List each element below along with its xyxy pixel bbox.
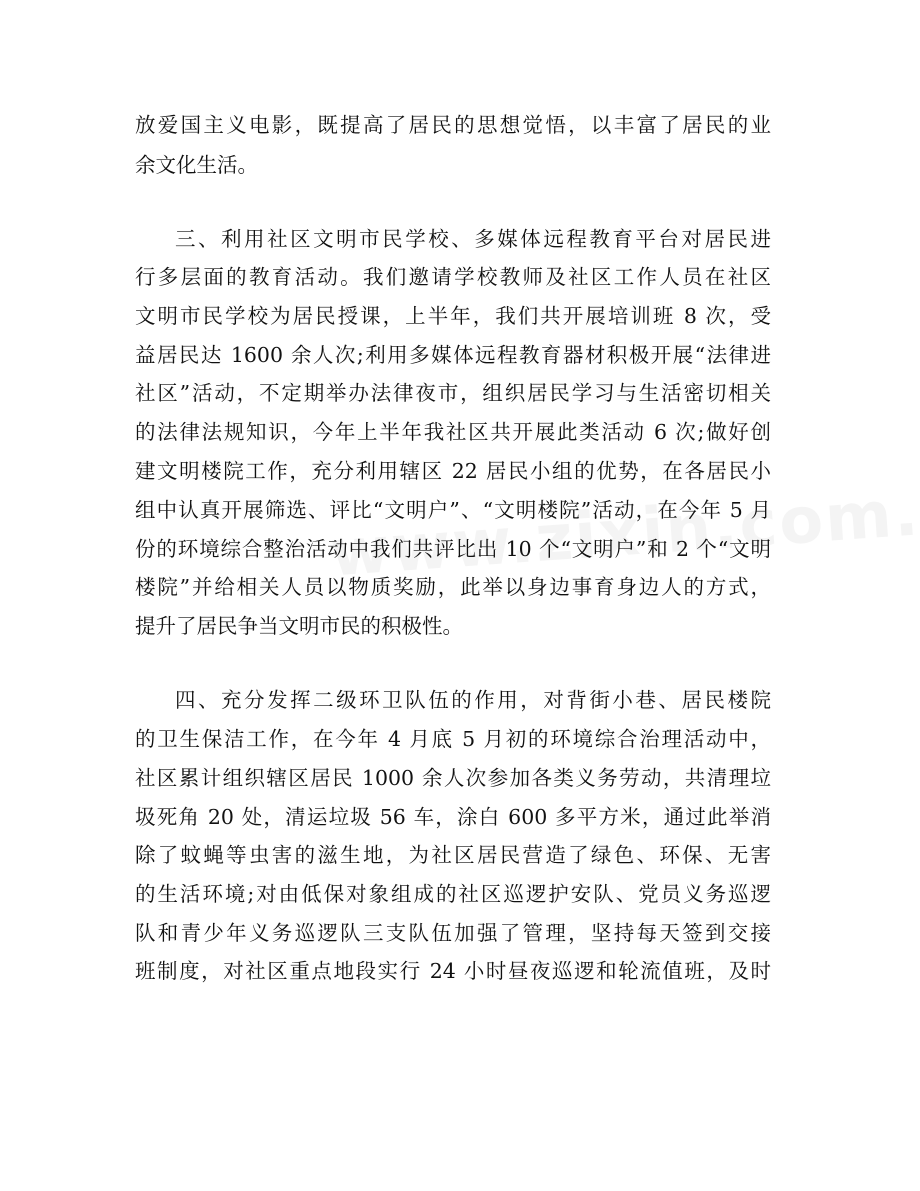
text-line: 余文化生活。 (135, 153, 258, 177)
text-line: 组中认真开展筛选、评比“文明户”、“文明楼院”活动，在今年 5 月 (135, 498, 771, 522)
text-line: 楼院”并给相关人员以物质奖励，此举以身边事育身边人的方式， (135, 575, 771, 599)
text-line: 的生活环境;对由低保对象组成的社区巡逻护安队、党员义务巡逻 (135, 882, 771, 906)
text-line: 的卫生保洁工作，在今年 4 月底 5 月初的环境综合治理活动中， (135, 727, 771, 751)
text-line: 社区”活动，不定期举办法律夜市，组织居民学习与生活密切相关 (135, 381, 771, 405)
text-line: 份的环境综合整治活动中我们共评比出 10 个“文明户”和 2 个“文明 (135, 537, 771, 561)
text-line: 行多层面的教育活动。我们邀请学校教师及社区工作人员在社区 (135, 265, 771, 289)
text-line: 建文明楼院工作，充分利用辖区 22 居民小组的优势，在各居民小 (135, 459, 771, 483)
text-line: 益居民达 1600 余人次;利用多媒体远程教育器材积极开展“法律进 (135, 343, 771, 367)
text-line: 队和青少年义务巡逻队三支队伍加强了管理，坚持每天签到交接 (135, 921, 771, 945)
text-line: 四、充分发挥二级环卫队伍的作用，对背街小巷、居民楼院 (175, 688, 771, 712)
text-line: 除了蚊蝇等虫害的滋生地，为社区居民营造了绿色、环保、无害 (135, 843, 771, 867)
text-line: 提升了居民争当文明市民的积极性。 (135, 614, 463, 638)
text-line: 圾死角 20 处，清运垃圾 56 车，涂白 600 多平方米，通过此举消 (135, 805, 771, 829)
text-line: 班制度，对社区重点地段实行 24 小时昼夜巡逻和轮流值班，及时 (135, 959, 771, 983)
text-line: 文明市民学校为居民授课，上半年，我们共开展培训班 8 次，受 (135, 304, 771, 328)
text-line: 的法律法规知识，今年上半年我社区共开展此类活动 6 次;做好创 (135, 420, 771, 444)
text-line: 三、利用社区文明市民学校、多媒体远程教育平台对居民进 (175, 227, 771, 251)
text-line: 放爱国主义电影，既提高了居民的思想觉悟，以丰富了居民的业 (135, 113, 771, 137)
text-line: 社区累计组织辖区居民 1000 余人次参加各类义务劳动，共清理垃 (135, 766, 771, 790)
